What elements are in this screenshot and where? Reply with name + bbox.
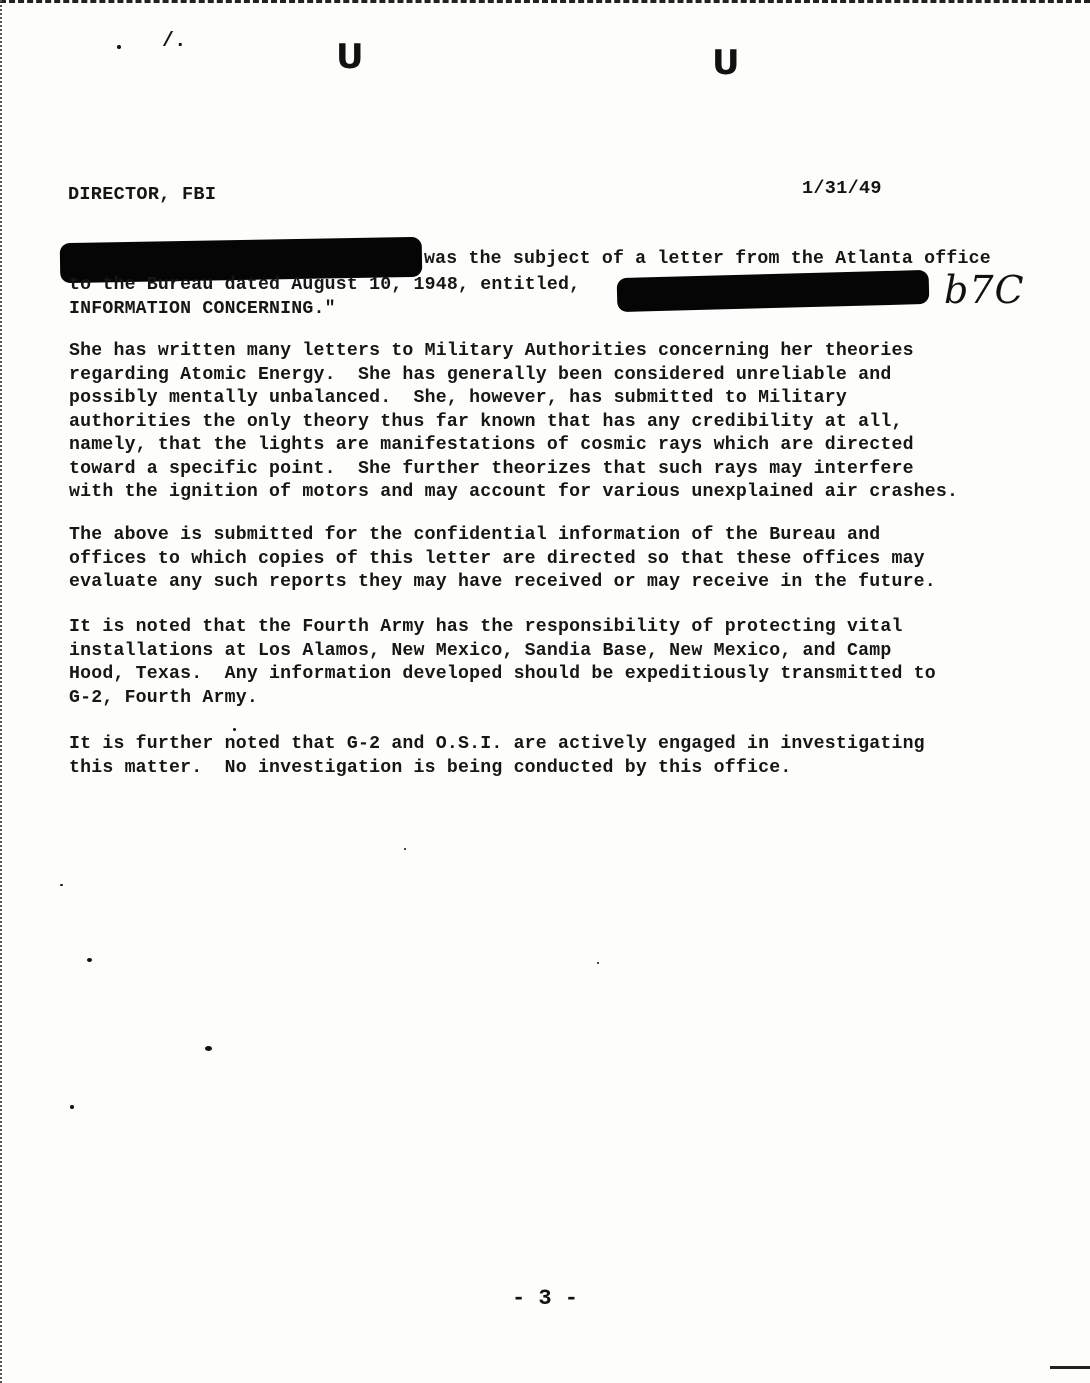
text-line: It is further noted that G-2 and O.S.I. are actively engaged in investigating <box>69 734 925 754</box>
paragraph-1-line-3 <box>69 298 999 322</box>
page-number: - 3 - <box>511 1286 578 1311</box>
text-line: authorities the only theory thus far known that has any credibility at all, <box>69 411 903 432</box>
text-line: evaluate any such reports they may have received or may receive in the future. <box>69 572 936 592</box>
text-line: to the Bureau dated August 10, 1948, entitled, <box>69 275 581 295</box>
speck <box>70 1105 74 1109</box>
speck <box>117 45 121 49</box>
punch-hole-mark-left: U <box>336 37 364 77</box>
speck <box>404 848 406 850</box>
paragraph-1-line-1 <box>424 248 1014 272</box>
speck <box>60 884 63 886</box>
text-line: Hood, Texas. Any information developed should be expeditiously transmitted to <box>69 664 936 684</box>
speck <box>233 728 236 731</box>
text-line: toward a specific point. She further theorizes that such rays may interfere <box>69 458 914 479</box>
paragraph-4 <box>69 616 999 710</box>
punch-hole-mark-right: U <box>712 43 740 83</box>
text-line: possibly mentally unbalanced. She, however, has submitted to Military <box>69 388 847 408</box>
handwritten-exemption-code: b7C <box>944 268 1025 312</box>
speck <box>205 1046 212 1051</box>
paragraph-3 <box>69 524 999 595</box>
text-line: with the ignition of motors and may account for various unexplained air crashes. <box>69 482 959 502</box>
text-line: INFORMATION CONCERNING." <box>69 299 336 319</box>
text-line: It is noted that the Fourth Army has the responsibility of protecting vital <box>69 617 903 637</box>
paragraph-1-line-2 <box>69 274 999 298</box>
text-line: this matter. No investigation is being conducted by this office. <box>69 757 792 778</box>
paragraph-5 <box>69 733 999 780</box>
text-line: The above is submitted for the confidential information of the Bureau and <box>69 525 881 545</box>
text-line: G-2, Fourth Army. <box>69 687 258 708</box>
speck <box>597 962 599 964</box>
text-line: She has written many letters to Military Authorities concerning her theories <box>69 341 914 361</box>
speck <box>87 958 92 962</box>
text-line: was the subject of a letter from the Atlanta office <box>424 249 991 269</box>
memo-addressee: DIRECTOR, FBI <box>68 184 217 205</box>
page-top-edge <box>0 0 1090 8</box>
memo-date: 1/31/49 <box>802 178 882 199</box>
page-left-edge <box>0 0 6 1383</box>
corner-mark <box>1050 1366 1090 1369</box>
stray-mark: /. <box>162 30 187 53</box>
text-line: offices to which copies of this letter are directed so that these offices may <box>69 548 925 569</box>
text-line: namely, that the lights are manifestations of cosmic rays which are directed <box>69 435 914 455</box>
text-line: installations at Los Alamos, New Mexico, Sandia Base, New Mexico, and Camp <box>69 640 892 661</box>
paragraph-2 <box>69 340 999 505</box>
text-line: regarding Atomic Energy. She has generally been considered unreliable and <box>69 364 892 385</box>
